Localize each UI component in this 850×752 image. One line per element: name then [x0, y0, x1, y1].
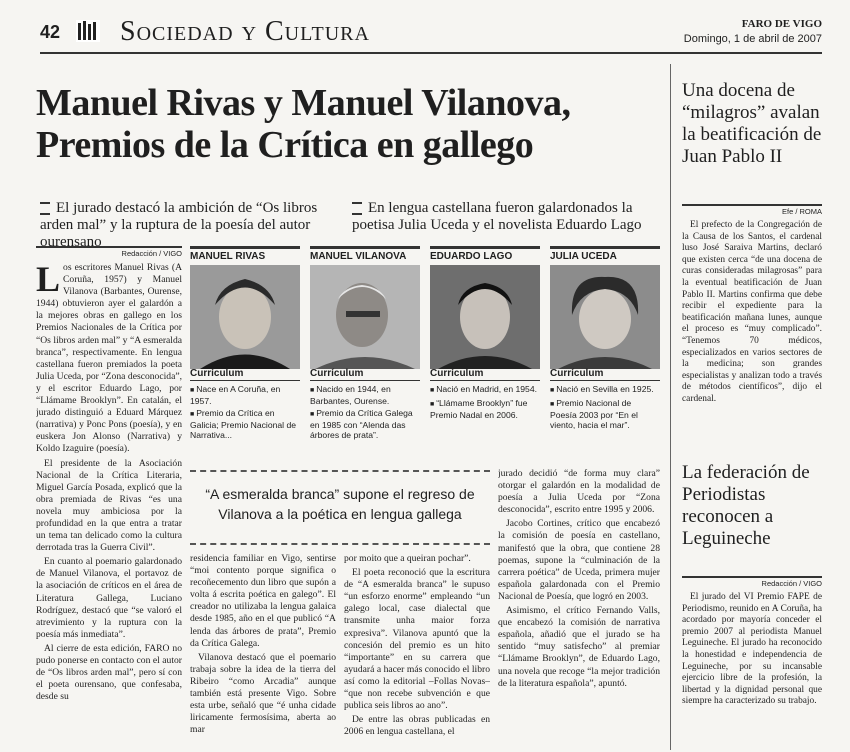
paragraph: Al cierre de esta edición, FARO no pudo ponerse en contacto con el autor de “Os libros arden mal”, pero sí con el poeta ourensano, que confesaba, desde su	[36, 642, 182, 703]
headline-line-1: Manuel Rivas y Manuel Vilanova,	[36, 82, 571, 124]
byline	[36, 246, 182, 258]
profile-lago	[430, 246, 540, 373]
headline	[36, 82, 666, 166]
deck-bar-icon	[352, 202, 362, 215]
article-column-1	[36, 262, 182, 750]
profile-name: MANUEL RIVAS	[190, 246, 300, 265]
sidebar-story2-body	[682, 592, 822, 748]
publication-date: Domingo, 1 de abril de 2007	[683, 33, 822, 45]
cv-item: ■ Nace en A Coruña, en 1957.	[190, 384, 300, 406]
deck-bar-icon	[40, 202, 50, 215]
cv-rivas	[190, 368, 300, 442]
newspaper-name: FARO DE VIGO	[741, 18, 822, 30]
profile-vilanova	[310, 246, 420, 373]
portrait-vilanova	[310, 265, 420, 369]
sidebar-divider	[670, 64, 671, 750]
paragraph: Asimismo, el crítico Fernando Valls, que encabezó la comisión de narrativa española, añadió que el jurado se ha sentido “muy satisfecho” al premiar “Llámame Brooklyn”, de Eduardo Lago, una novela que recoge “la mejor tradición de la literatura española”, apuntó.	[498, 605, 660, 689]
paragraph: El prefecto de la Congregación de la Causa de los Santos, el cardenal luso José Saraiva Martins, declaró que existen cerca “de una docena de curas consideradas milagrosas” para la eventual beatificación de Juan Pablo II. Martins confirma que debe recibir el expediente para la beatificación mañana lunes, aunque el proceso es “muy complicado”. “Tenemos 70 médicos, especializados en varios sectores de la medicina; son grandes especialistas y analizan todo a través de métodos científicos”, dijo el cardenal.	[682, 220, 822, 404]
deck-left	[40, 200, 340, 251]
profile-name: EDUARDO LAGO	[430, 246, 540, 265]
cv-item: ■ Nació en Sevilla en 1925.	[550, 384, 660, 396]
profile-rivas	[190, 246, 300, 373]
paragraph: por moito que a queiran pochar”.	[344, 553, 471, 564]
portrait-lago	[430, 265, 540, 369]
paragraph: El jurado del VI Premio FAPE de Periodismo, reunido en A Coruña, ha acordado por mayoría conceder el premio 2007 al periodista Manuel Leguineche. El jurado ha reconocido la honestidad e independencia de Leguineche, por su incansable ejercicio libre de la profesión, la libertad y la dignidad personal que siempre ha caracterizado su trabajo.	[682, 592, 822, 707]
cv-item: ■ Nació en Madrid, en 1954.	[430, 384, 540, 396]
deck-right-text: En lengua castellana fueron galardonados la poetisa Julia Uceda y el novelista Eduardo Lago	[352, 200, 642, 233]
cv-item: ■ Premio Nacional de Poesía 2003 por “En el viento, hacia el mar”.	[550, 398, 660, 430]
cv-uceda	[550, 368, 660, 432]
byline-text: Efe / ROMA	[781, 207, 822, 216]
pull-quote: “A esmeralda branca” supone el regreso de Vilanova a la poética en lengua gallega	[190, 470, 490, 545]
paragraph: Jacobo Cortines, crítico que encabezó la comisión de poesía en castellano, manifestó que la obra, que contiene 28 poemas, supone la “culminación de la carrera poética” de Uceda, primera mujer española galardonada con el Premio Nacional de Poesía, que logró en 2003.	[498, 518, 660, 602]
portrait-uceda	[550, 265, 660, 369]
page-number: 42	[40, 22, 61, 42]
header-rule	[40, 52, 822, 54]
profiles-strip	[190, 246, 660, 446]
cv-title: Currículum	[430, 368, 540, 381]
sidebar-story1-body	[682, 220, 822, 450]
article-column-3	[344, 553, 490, 750]
byline-text: Redacción / VIGO	[121, 249, 182, 258]
paragraph: Vilanova destacó que el poemario trabaja sobre la idea de la tierra del Ribeiro “como Arcadia” aunque también está presente Vigo. Sobre esta urbe, señaló que “é unha cidade liricamente fermosísima, aberta ao mar	[190, 651, 336, 736]
article-column-2	[190, 553, 336, 750]
byline-text: Redacción / VIGO	[761, 579, 822, 588]
cv-lago	[430, 368, 540, 422]
article-column-4	[498, 468, 660, 750]
paragraph: De entre las obras publicadas en 2006 en lengua castellana, el	[344, 714, 490, 738]
cv-item: ■ Premio da Crítica en Galicia; Premio Nacional de Narrativa...	[190, 408, 300, 440]
paragraph: En cuanto al poemario galardonado de Manuel Vilanova, el portavoz de la asociación de críticos en el área de Literatura Gallega, Luciano Rodríguez, destacó que “se valoró el atrevimiento y la ruptura con la poesía más inmediata”.	[36, 556, 182, 640]
headline-line-2: Premios de la Crítica en gallego	[36, 124, 534, 166]
profile-name: MANUEL VILANOVA	[310, 246, 420, 265]
newspaper-logo-icon	[76, 20, 100, 42]
paragraph: residencia familiar en Vigo, sentirse “moi contento porque significa o recoñecemento dun libro que supón a volta á escrita poética en galego”. El creador no utilizaba la lengua galaica desde 1985, año en el que publicó “A lenda das árbores de prata”, Premio da Crítica Galega.	[190, 553, 336, 649]
profile-uceda	[550, 246, 660, 373]
paragraph: El presidente de la Asociación Nacional de la Crítica Literaria, Miguel García Posada, explicó que la obra premiada de Rivas “es una novela muy ambiciosa por la profundidad en la que entra a tratar un tema tan delicado como la cultura derrotada tras la Guerra Civil”.	[36, 457, 182, 554]
paragraph: El poeta reconoció que la escritura de “A esmeralda branca” le supuso “un esforzo enorme” empleando “un galego local, case dialectal que transmite unha maior forza expresiva”. Vilanova apuntó que la concesión del premio es un hito “importante” en su carrera que ayudará a hacer más conocido el libro así como la editorial –Follas Novas– “que non recebe subvención e que publica seis libros ao ano”.	[344, 567, 490, 712]
portrait-rivas	[190, 265, 300, 369]
cv-title: Currículum	[190, 368, 300, 381]
dropcap: L	[36, 262, 61, 299]
sidebar-story1-headline: Una docena de “milagros” avalan la beatificación de Juan Pablo II	[682, 80, 822, 167]
sidebar-story2-byline	[682, 576, 822, 588]
sidebar-story1-byline	[682, 204, 822, 216]
profile-name: JULIA UCEDA	[550, 246, 660, 265]
cv-item: ■ “Llámame Brooklyn” fue Premio Nadal en 2006.	[430, 398, 540, 420]
cv-title: Currículum	[310, 368, 420, 381]
deck-right	[352, 200, 662, 234]
deck-left-text: El jurado destacó la ambición de “Os libros arden mal” y la ruptura de la poesía del autor ourensano	[40, 200, 318, 250]
paragraph: jurado decidió “de forma muy clara” otorgar el galardón en la modalidad de poesía a Julia Uceda por “Zona desconocida”, escrito entre 1995 y 2006.	[498, 468, 660, 516]
paragraph: os escritores Manuel Rivas (A Coruña, 1957) y Manuel Vilanova (Barbantes, Ourense, 1944) obtuvieron ayer el galardón a la mejores obras en gallego en los Premios Nacionales de la Crítica por “Os libros arden mal” y “A esmeralda branca”, respectivamente. En lengua castellana fueron premiados la poeta Julia Uceda, por “Zona desconocida”, y el escritor Eduardo Lago, por “Llámame Brooklyn”. En catalán, el jurado distinguió a Eduard Márquez (narrativa) y Ponc Pons (poesía), y en euskera Jon Alonso (Narrativa) y Koldo Izaguire (poesía).	[36, 262, 182, 455]
cv-title: Currículum	[550, 368, 660, 381]
cv-item: ■ Premio da Crítica Galega en 1985 con “Alenda das árbores de prata”.	[310, 408, 420, 440]
cv-vilanova	[310, 368, 420, 442]
cv-item: ■ Nacido en 1944, en Barbantes, Ourense.	[310, 384, 420, 406]
sidebar-story2-headline: La federación de Periodistas reconocen a Leguineche	[682, 462, 810, 549]
section-title: Sociedad y Cultura	[120, 16, 370, 47]
